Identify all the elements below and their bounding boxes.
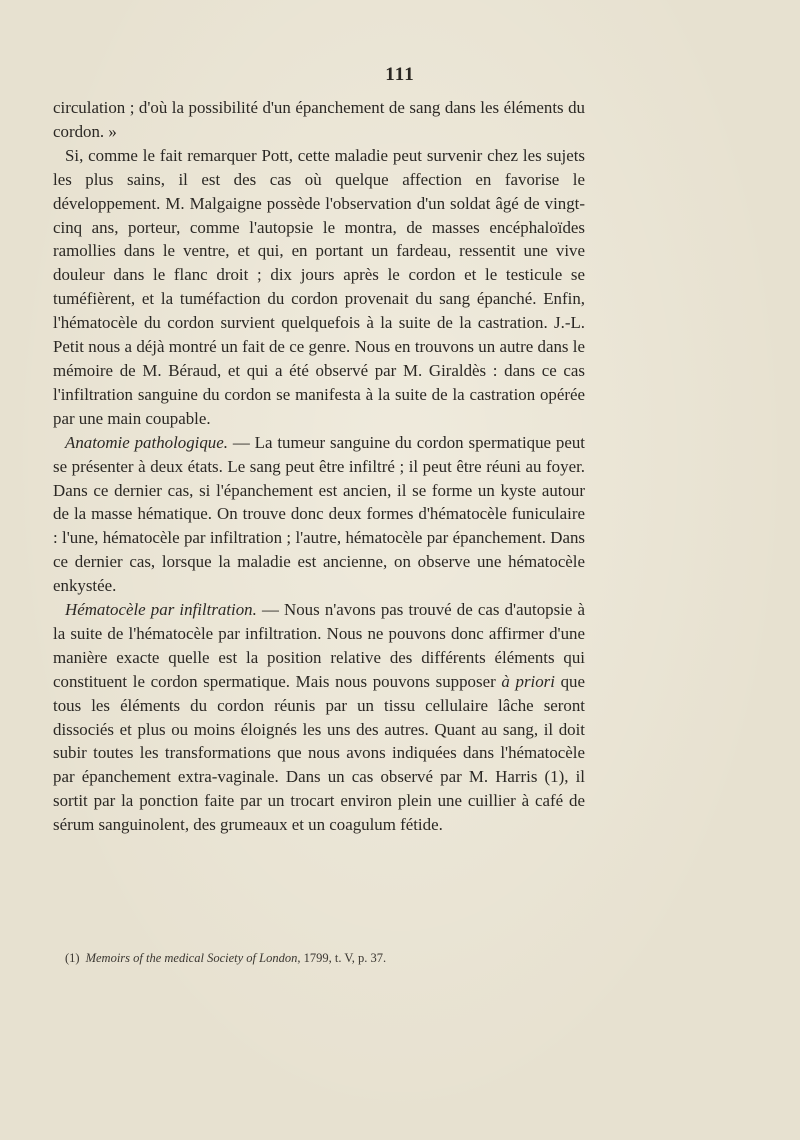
- footnote-mark: (1): [65, 951, 80, 965]
- footnote: [53, 950, 585, 966]
- section-heading-anatomie: Anatomie pathologique.: [65, 432, 228, 452]
- paragraph-infiltration: [53, 598, 585, 837]
- italic-a-priori: à priori: [501, 671, 555, 691]
- paragraph-infiltration-text-after: que tous les éléments du cordon réunis par un tissu cellulaire lâche seront dissociés et plus ou moins éloignés les uns des autres. Quant au sang, il doit subir toutes les transformations que nous avons indiquées dans l'hématocèle par épanchement extra-vaginale. Dans un cas observé par M. Harris (1), il sortit par la ponction faite par un trocart environ plein une cuillier à café de sérum sanguinolent, des grumeaux et un coagulum fétide.: [53, 671, 585, 835]
- footnote-source: Memoirs of the medical Society of London: [85, 951, 298, 965]
- footnote-details: , 1799, t. V, p. 37.: [297, 951, 387, 965]
- body-text: [53, 96, 585, 837]
- paragraph-anatomie-text: — La tumeur sanguine du cordon spermatique peut se présenter à deux états. Le sang peut être infiltré ; il peut être réuni au foyer. Dans ce dernier cas, si l'épanchement est ancien, il se forme un kyste autour de la masse hématique. On trouve donc deux formes d'hématocèle funiculaire : l'une, hématocèle par infiltration ; l'autre, hématocèle par épanchement. Dans ce dernier cas, lorsque la maladie est ancienne, on observe une hématocèle enkystée.: [53, 432, 585, 596]
- paragraph-infiltration-text-before: — Nous n'avons pas trouvé de cas d'autopsie à la suite de l'hématocèle par infiltration. Nous ne pouvons donc affirmer d'une manière exacte quelle est la position relative des différents éléments qui constituent le cordon spermatique. Mais nous pouvons supposer: [53, 600, 586, 691]
- page-number: 111: [385, 64, 415, 85]
- paragraph-continuation: circulation ; d'où la possibilité d'un épanchement de sang dans les éléments du cordon. »: [53, 98, 585, 141]
- paragraph-anatomie: [53, 431, 585, 598]
- paragraph-pott: Si, comme le fait remarquer Pott, cette maladie peut survenir chez les sujets les plus sains, il est des cas où quelque affection en favorise le développement. M. Malgaigne possède l'observation d'un soldat âgé de vingt-cinq ans, porteur, comme l'autopsie le montra, de masses encéphaloïdes ramollies dans le ventre, et qui, en portant un fardeau, ressentit une vive douleur dans le flanc droit ; dix jours après le cordon et le testicule se tuméfièrent, et la tuméfaction du cordon provenait du sang épanché. Enfin, l'hématocèle du cordon survient quelquefois à la suite de la castration. J.-L. Petit nous a déjà montré un fait de ce genre. Nous en trouvons un autre dans le mémoire de M. Béraud, et qui a été observé par M. Giraldès : dans ce cas l'infiltration sanguine du cordon se manifesta à la suite de la castration opérée par une main coupable.: [53, 145, 585, 428]
- section-heading-infiltration: Hématocèle par infiltration.: [65, 600, 257, 620]
